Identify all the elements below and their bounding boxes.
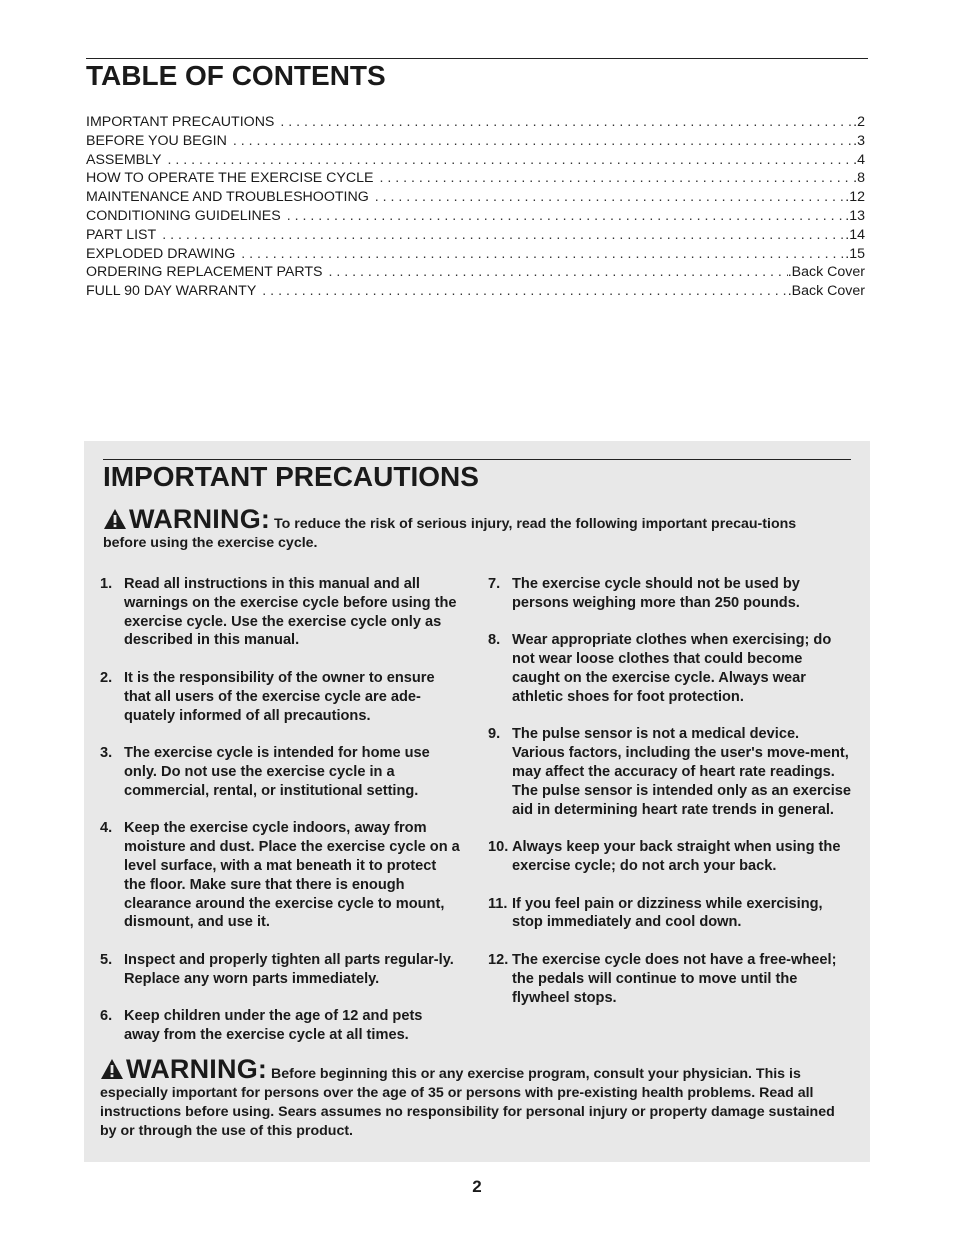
precaution-number: 11. <box>488 895 508 912</box>
toc-entry-label: MAINTENANCE AND TROUBLESHOOTING <box>86 189 369 206</box>
precaution-text: It is the responsibility of the owner to ensure that all users of the exercise cycle are ade-quately informed of all precautions. <box>124 669 435 724</box>
toc-entry <box>86 246 865 265</box>
precaution-item <box>100 744 462 800</box>
warning-triangle-icon <box>103 508 127 530</box>
warning-triangle-icon <box>100 1058 124 1080</box>
precaution-text: Wear appropriate clothes when exercising; do not wear loose clothes that could become caught on the exercise cycle. Always wear athletic shoes for foot protection. <box>512 632 832 705</box>
toc-entry-label: ASSEMBLY <box>86 151 162 168</box>
precautions-left-column <box>100 575 462 1064</box>
toc-leader-dots <box>167 152 853 168</box>
warning-top-text: To reduce the risk of serious injury, read the following important precau-tions before using the exercise cycle. <box>103 516 797 551</box>
toc-entry-label: BEFORE YOU BEGIN <box>86 132 227 149</box>
toc-entry-page: .Back Cover <box>787 283 865 300</box>
toc-entry-page: .12 <box>845 189 865 206</box>
precaution-text: Read all instructions in this manual and all warnings on the exercise cycle before using the exercise cycle. Use the exercise cycle only as described in this manual. <box>124 576 457 649</box>
toc-entry-page: .13 <box>845 207 865 224</box>
precautions-right-column <box>488 575 853 1026</box>
precaution-number: 9. <box>488 726 501 743</box>
toc-entry-label: EXPLODED DRAWING <box>86 245 236 262</box>
toc-leader-dots <box>329 264 788 280</box>
precaution-item <box>488 575 853 613</box>
toc-entry-page: .15 <box>845 245 865 262</box>
precaution-text: The exercise cycle does not have a free-wheel; the pedals will continue to move until the flywheel stops. <box>512 951 837 1006</box>
precaution-item <box>100 951 462 989</box>
page-number: 2 <box>472 1177 482 1196</box>
toc-entry-page: .14 <box>845 226 865 243</box>
toc-entry-page: .8 <box>853 170 865 187</box>
precaution-number: 10. <box>488 839 509 856</box>
toc-entry <box>86 208 865 227</box>
precaution-text: Inspect and properly tighten all parts regular-ly. Replace any worn parts immediately. <box>124 951 454 987</box>
warning-bottom <box>100 1054 855 1141</box>
toc-entry-label: CONDITIONING GUIDELINES <box>86 207 281 224</box>
precaution-number: 1. <box>100 576 113 592</box>
warning-label: WARNING: <box>129 504 271 534</box>
toc-entry <box>86 133 865 152</box>
toc-leader-dots <box>241 246 845 262</box>
toc-entry-page: .2 <box>853 114 865 130</box>
toc-entry-label: HOW TO OPERATE THE EXERCISE CYCLE <box>86 170 374 187</box>
toc-entry <box>86 283 865 302</box>
toc-leader-dots <box>162 227 845 243</box>
toc-leader-dots <box>380 170 854 186</box>
precaution-text: Keep children under the age of 12 and pets away from the exercise cycle at all times. <box>124 1008 423 1044</box>
precaution-number: 12. <box>488 951 509 968</box>
toc-title: TABLE OF CONTENTS <box>86 60 386 91</box>
toc-entry-label: PART LIST <box>86 226 157 243</box>
toc-list <box>86 114 865 302</box>
precaution-text: The pulse sensor is not a medical device. Various factors, including the user's move-ment, may affect the accuracy of heart rate readings. The pulse sensor is intended only as an exercise aid in determining heart rate trends in general. <box>512 726 852 818</box>
precaution-number: 3. <box>100 745 113 762</box>
precaution-number: 6. <box>100 1008 113 1025</box>
toc-entry-page: .4 <box>853 151 865 168</box>
toc-entry <box>86 189 865 208</box>
precaution-item <box>488 725 853 819</box>
toc-entry <box>86 114 865 133</box>
precaution-item <box>488 895 853 933</box>
precaution-text: Keep the exercise cycle indoors, away from moisture and dust. Place the exercise cycle on a level surface, with a mat beneath it to protect the floor. Make sure that there is enough clearance around the exercise cycle to mount, dismount, and use it. <box>124 820 460 931</box>
precaution-number: 5. <box>100 951 113 968</box>
toc-entry <box>86 170 865 189</box>
toc-entry-label: FULL 90 DAY WARRANTY <box>86 283 257 300</box>
toc-leader-dots <box>280 114 853 130</box>
toc-entry <box>86 227 865 246</box>
precaution-item <box>100 669 462 725</box>
precaution-text: The exercise cycle is intended for home use only. Do not use the exercise cycle in a commercial, rental, or institutional setting. <box>124 745 430 799</box>
precaution-item <box>100 575 462 650</box>
precaution-text: If you feel pain or dizziness while exercising, stop immediately and cool down. <box>512 895 823 931</box>
precaution-item <box>488 631 853 706</box>
toc-leader-dots <box>233 133 853 149</box>
toc-entry-label: ORDERING REPLACEMENT PARTS <box>86 264 323 281</box>
precautions-title: IMPORTANT PRECAUTIONS <box>103 461 479 492</box>
precaution-item <box>488 838 853 876</box>
toc-top-rule <box>86 58 868 59</box>
toc-entry-label: IMPORTANT PRECAUTIONS <box>86 114 275 130</box>
precaution-item <box>100 1007 462 1045</box>
toc-entry-page: .3 <box>853 132 865 149</box>
toc-leader-dots <box>287 208 846 224</box>
toc-leader-dots <box>262 283 787 299</box>
toc-entry-page: .Back Cover <box>787 264 865 281</box>
precautions-top-rule <box>103 459 851 460</box>
warning-label: WARNING: <box>126 1054 268 1084</box>
warning-top <box>103 504 833 553</box>
precaution-number: 8. <box>488 632 501 649</box>
precaution-number: 2. <box>100 669 113 686</box>
precaution-item <box>100 819 462 932</box>
toc-leader-dots <box>375 189 846 205</box>
precaution-number: 4. <box>100 820 113 837</box>
toc-entry <box>86 152 865 171</box>
warning-bottom-text: Before beginning this or any exercise program, consult your physician. This is especially important for persons over the age of 35 or persons with pre-existing health problems. Read all instructions before using. Sears assumes no responsibility for personal injury or property damage sustained by or through the use of this product. <box>100 1066 835 1139</box>
precaution-item <box>488 951 853 1007</box>
precaution-text: The exercise cycle should not be used by persons weighing more than 250 pounds. <box>512 576 800 611</box>
precaution-text: Always keep your back straight when using the exercise cycle; do not arch your back. <box>512 839 841 874</box>
toc-entry <box>86 264 865 283</box>
precaution-number: 7. <box>488 576 501 592</box>
